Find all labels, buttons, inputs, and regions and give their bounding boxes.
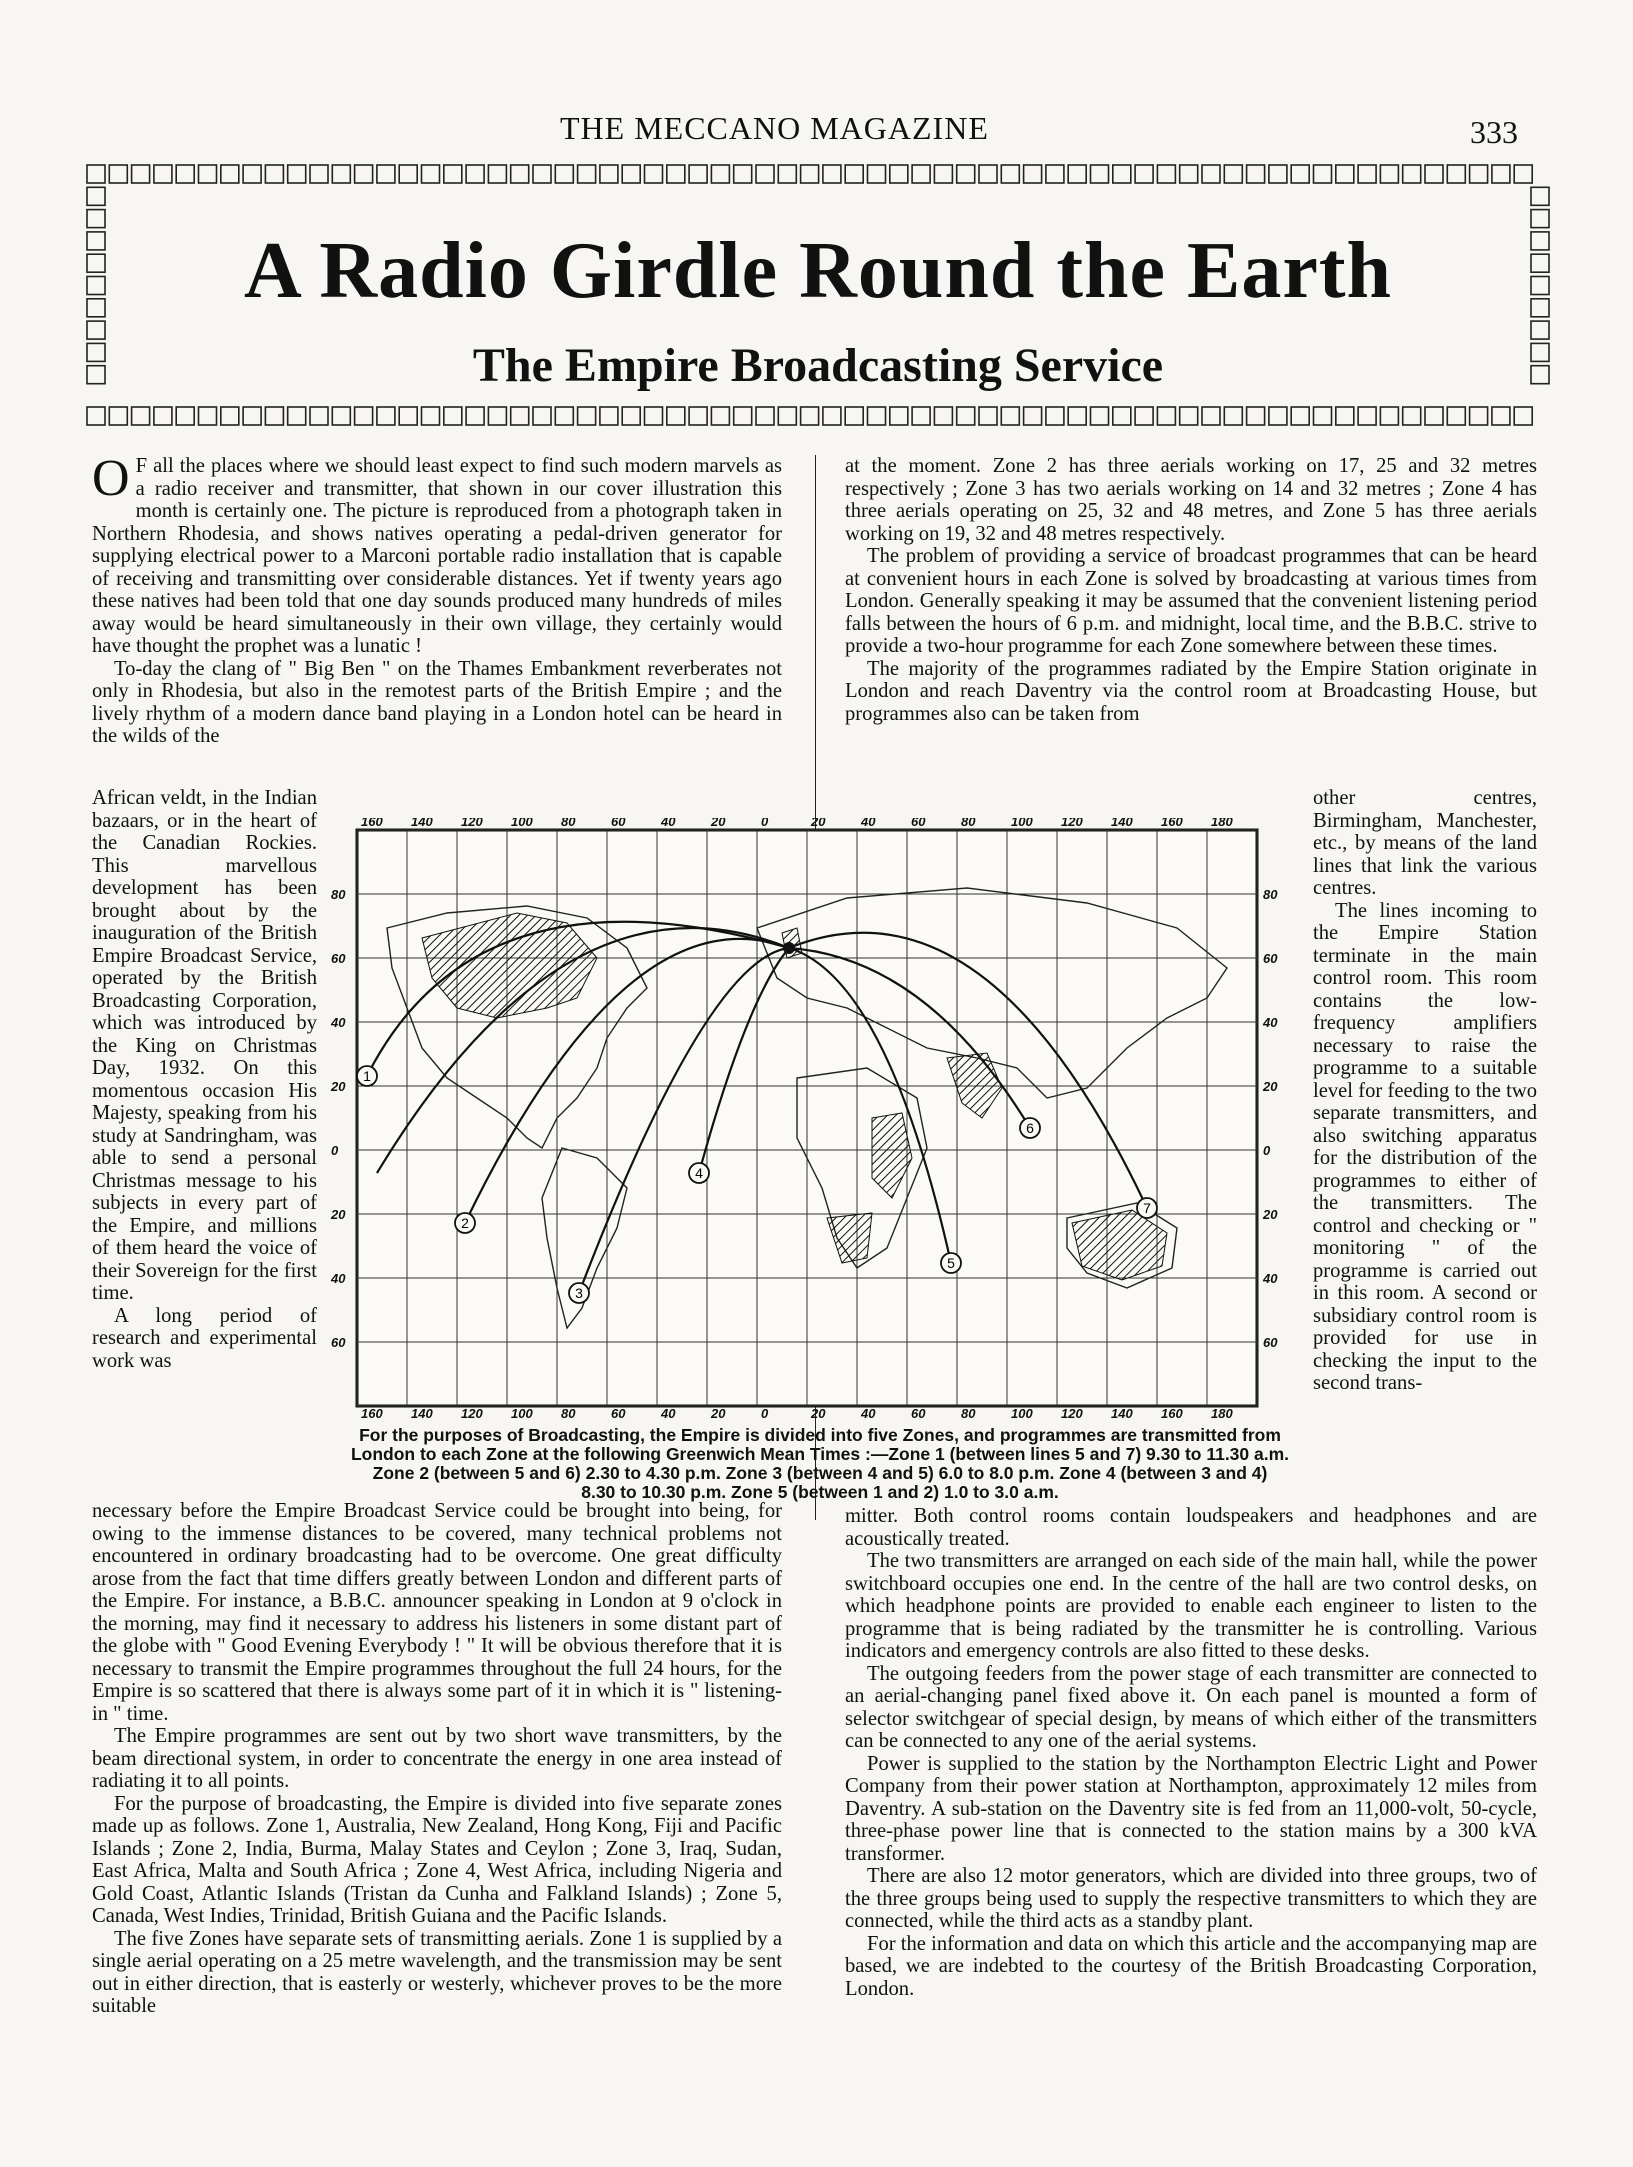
longitude-label: 140	[1111, 1406, 1133, 1418]
longitude-label: 100	[1011, 818, 1033, 829]
longitude-label: 0	[761, 1406, 769, 1418]
latitude-label: 20	[1263, 1079, 1278, 1094]
longitude-label: 160	[1161, 1406, 1183, 1418]
zone-marker-label: 5	[947, 1255, 955, 1271]
latitude-label: 80	[331, 887, 346, 902]
paragraph: The two transmitters are arranged on each side of the main hall, while the power switchboard occupies one end. In the centre of the hall are two control desks, on which headphone points are provided to enable each engineer to listen to the programme that is being radiated by the transmitter he is controlling. Various indicators and emergency controls are also fitted to these desks.	[845, 1550, 1537, 1662]
longitude-label: 40	[861, 818, 876, 829]
longitude-label: 140	[411, 1406, 433, 1418]
longitude-label: 160	[361, 818, 383, 829]
page-header	[0, 108, 1633, 158]
paragraph: The five Zones have separate sets of transmitting aerials. Zone 1 is supplied by a single aerial operating on a 25 metre wavelength, and the transmission may be sent out in either direction, that is easterly or westerly, whichever proves to be the more suitable	[92, 1927, 782, 2017]
right-column-lower	[845, 1505, 1537, 2000]
latitude-label: 60	[331, 1335, 346, 1350]
zone-marker	[941, 1253, 961, 1273]
longitude-label: 20	[711, 818, 726, 829]
paragraph: necessary before the Empire Broadcast Service could be brought into being, for owing to the immense distances to be covered, many technical problems not encountered in ordinary broadcasting had to be overcome. One great difficulty arose from the fact that time differs greatly between London and different parts of the Empire. For instance, a B.B.C. announcer speaking in London at 9 o'clock in the morning, may find it necessary to address his listeners in some distant part of the globe with " Good Evening Everybody ! " It will be obvious therefore that it is necessary to transmit the Empire programmes throughout the full 24 hours, for the Empire is so scattered that there is always some part of it in which it is " listening-in " time.	[92, 1500, 782, 1725]
paragraph: For the information and data on which this article and the accompanying map are based, we are indebted to the courtesy of the British Broadcasting Corporation, London.	[845, 1932, 1537, 2000]
caption-line: Zone 2 (between 5 and 6) 2.30 to 4.30 p.m. Zone 3 (between 4 and 5) 6.0 to 8.0 p.m. Zone 4 (between 3 and 4)	[372, 1463, 1268, 1483]
longitude-label: 100	[1011, 1406, 1033, 1418]
paragraph	[92, 450, 782, 658]
drop-cap: O	[92, 450, 130, 507]
map-caption	[345, 1426, 1295, 1502]
left-column-lower	[92, 1500, 782, 2018]
zone-marker-label: 3	[575, 1285, 583, 1301]
longitude-label: 120	[1061, 1406, 1083, 1418]
running-title: THE MECCANO MAGAZINE	[560, 110, 989, 146]
longitude-label: 120	[1061, 818, 1083, 829]
latitude-label: 60	[1263, 1335, 1278, 1350]
latitude-label: 40	[331, 1015, 346, 1030]
latitude-label: 40	[1263, 1271, 1278, 1286]
empire-zone-map	[327, 818, 1287, 1418]
longitude-label: 120	[461, 1406, 483, 1418]
longitude-label: 60	[611, 1406, 626, 1418]
article-title: A Radio Girdle Round the Earth	[244, 227, 1392, 315]
zone-marker-label: 2	[461, 1215, 469, 1231]
longitude-label: 160	[1161, 818, 1183, 829]
zone-marker-label: 4	[695, 1165, 703, 1181]
longitude-label: 60	[911, 818, 926, 829]
paragraph: The problem of providing a service of broadcast programmes that can be heard at convenient hours in each Zone is solved by broadcasting at various times from London. Generally speaking it may be assumed that the convenient listening period falls between the hours of 6 p.m. and midnight, local time, and the B.B.C. strive to provide a two-hour programme for each Zone somewhere between these times.	[845, 545, 1537, 657]
paragraph: mitter. Both control rooms contain loudspeakers and headphones and are acoustically treated.	[845, 1505, 1537, 1550]
longitude-label: 100	[511, 1406, 533, 1418]
paragraph: other centres, Birmingham, Manchester, etc., by means of the land lines that link the various centres.	[1313, 787, 1537, 899]
paragraph: For the purpose of broadcasting, the Empire is divided into five separate zones made up as follows. Zone 1, Australia, New Zealand, Hong Kong, Fiji and Pacific Islands ; Zone 2, India, Burma, Malay States and Ceylon ; Zone 3, Iraq, Sudan, East Africa, Malta and South Africa ; Zone 4, West Africa, including Nigeria and Gold Coast, Atlantic Islands (Tristan da Cunha and Falkland Islands) ; Zone 5, Canada, West Indies, Trinidad, British Guiana and the Pacific Islands.	[92, 1792, 782, 1927]
paragraph-text: F all the places where we should least expect to find such modern marvels as a radio receiver and transmitter, that shown in our cover illustration this month is certainly one. The picture is reproduced from a photograph taken in Northern Rhodesia, and shows natives operating a pedal-driven generator for supplying electrical power to a Marconi portable radio installation that is capable of receiving and transmitting over considerable distances. Yet if twenty years ago these natives had been told that one day sounds produced many hundreds of miles away would be heard simultaneously in their own village, they certainly would have thought the prophet was a lunatic !	[92, 455, 782, 657]
longitude-label: 0	[761, 818, 769, 829]
left-column-narrow	[92, 787, 317, 1372]
caption-line: London to each Zone at the following Greenwich Mean Times :—Zone 1 (between lines 5 and 7) 9.30 to 11.30 a.m.	[350, 1444, 1290, 1464]
longitude-label: 140	[1111, 818, 1133, 829]
zone-marker	[689, 1163, 709, 1183]
longitude-label: 160	[361, 1406, 383, 1418]
zone-marker	[569, 1283, 589, 1303]
paragraph: The lines incoming to the Empire Station terminate in the main control room. This room contains the low-frequency amplifiers necessary to raise the programme to a suitable level for feeding to the two separate transmitters, and also switching apparatus for the distribution of the programmes to either of the transmitters. The control and checking or " monitoring " of the programme is carried out in this room. A second or subsidiary control room is provided for use in checking the input to the second trans-	[1313, 899, 1537, 1394]
zone-marker	[1020, 1118, 1040, 1138]
latitude-label: 0	[331, 1143, 339, 1158]
longitude-label: 80	[561, 1406, 576, 1418]
paragraph: African veldt, in the Indian bazaars, or in the heart of the Canadian Rockies. This marvellous development has been brought about by the inauguration of the British Empire Broadcast Service, operated by the British Broadcasting Corporation, which was introduced by the King on Christmas Day, 1932. On this momentous occasion His Majesty, speaking from his study at Sandringham, was able to send a personal Christmas message to his subjects in every part of the Empire, and millions of them heard the voice of their Sovereign for the first time.	[92, 787, 317, 1304]
paragraph: Power is supplied to the station by the Northampton Electric Light and Power Company from their power station at Northampton, approximately 12 miles from Daventry. A sub-station on the Daventry site is fed from an 11,000-volt, 50-cycle, three-phase power line that is connected to the station mains by a 300 kVA transformer.	[845, 1752, 1537, 1865]
latitude-label: 60	[1263, 951, 1278, 966]
paragraph: The majority of the programmes radiated by the Empire Station originate in London and reach Daventry via the control room at Broadcasting House, but programmes also can be taken from	[845, 657, 1537, 725]
map-figure	[327, 818, 1287, 1418]
longitude-label: 180	[1211, 1406, 1233, 1418]
caption-line: For the purposes of Broadcasting, the Empire is divided into five Zones, and programmes are transmitted from	[359, 1425, 1281, 1445]
zone-marker	[357, 1066, 377, 1086]
latitude-label: 0	[1263, 1143, 1271, 1158]
london-station-marker	[783, 942, 795, 954]
longitude-label: 100	[511, 818, 533, 829]
zone-marker	[1137, 1198, 1157, 1218]
paragraph: at the moment. Zone 2 has three aerials working on 17, 25 and 32 metres respectively ; Zone 3 has two aerials working on 14 and 32 metres ; Zone 4 has three aerials operating on 25, 32 and 48 metres, and Zone 5 has three aerials working on 19, 32 and 48 metres respectively.	[845, 455, 1537, 545]
longitude-label: 40	[661, 1406, 676, 1418]
latitude-label: 20	[1263, 1207, 1278, 1222]
latitude-label: 40	[331, 1271, 346, 1286]
right-column-upper	[845, 455, 1537, 725]
longitude-label: 180	[1211, 818, 1233, 829]
paragraph: A long period of research and experimental work was	[92, 1304, 317, 1372]
latitude-label: 80	[1263, 887, 1278, 902]
title-box	[86, 164, 1550, 426]
longitude-label: 20	[711, 1406, 726, 1418]
paragraph: There are also 12 motor generators, which are divided into three groups, two of the three groups being used to supply the respective transmitters to which they are connected, while the third acts as a standby plant.	[845, 1865, 1537, 1932]
zone-marker	[455, 1213, 475, 1233]
latitude-label: 60	[331, 951, 346, 966]
right-column-narrow	[1313, 787, 1537, 1395]
article-subtitle: The Empire Broadcasting Service	[472, 339, 1164, 392]
paragraph: To-day the clang of " Big Ben " on the Thames Embankment reverberates not only in Rhodesia, but also in the remotest parts of the British Empire ; and the lively rhythm of a modern dance band playing in a London hotel can be heard in the wilds of the	[92, 657, 782, 747]
paragraph: The outgoing feeders from the power stage of each transmitter are connected to an aerial-changing panel fixed above it. On each panel is mounted a form of selector switchgear of special design, by means of which either of the transmitters can be connected to any one of the aerial systems.	[845, 1662, 1537, 1752]
longitude-label: 80	[961, 1406, 976, 1418]
longitude-label: 140	[411, 818, 433, 829]
longitude-label: 40	[661, 818, 676, 829]
longitude-label: 80	[561, 818, 576, 829]
longitude-label: 60	[911, 1406, 926, 1418]
left-column-upper	[92, 450, 782, 748]
longitude-label: 80	[961, 818, 976, 829]
longitude-label: 40	[861, 1406, 876, 1418]
zone-marker-label: 7	[1143, 1200, 1151, 1216]
latitude-label: 20	[331, 1079, 346, 1094]
latitude-label: 40	[1263, 1015, 1278, 1030]
longitude-label: 20	[811, 818, 826, 829]
longitude-label: 20	[811, 1406, 826, 1418]
zone-marker-label: 1	[363, 1068, 371, 1084]
longitude-label: 60	[611, 818, 626, 829]
zone-marker-label: 6	[1026, 1120, 1034, 1136]
longitude-label: 120	[461, 818, 483, 829]
caption-line: 8.30 to 10.30 p.m. Zone 5 (between 1 and 2) 1.0 to 3.0 a.m.	[581, 1482, 1059, 1502]
page-number: 333	[1470, 114, 1518, 150]
latitude-label: 20	[331, 1207, 346, 1222]
paragraph: The Empire programmes are sent out by two short wave transmitters, by the beam directional system, in order to concentrate the energy in one area instead of radiating it to all points.	[92, 1725, 782, 1792]
